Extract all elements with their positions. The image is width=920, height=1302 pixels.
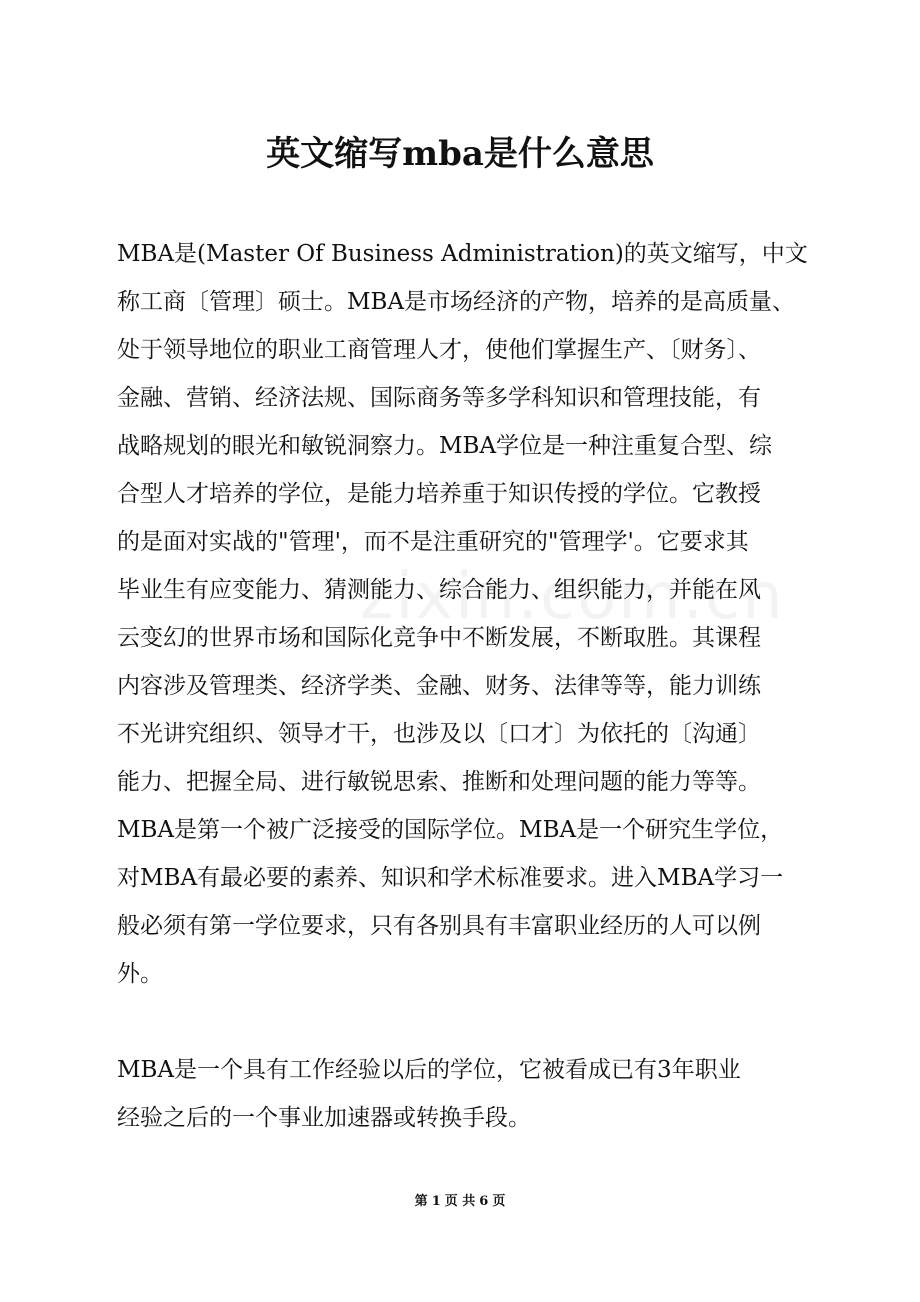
- page-footer: [0, 1190, 920, 1209]
- body-line-5: 战略规划的眼光和敏锐洞察力。MBA学位是一种注重复合型、综: [117, 433, 773, 459]
- footer-middle: 页 共: [444, 1194, 476, 1209]
- body-line-10: 内容涉及管理类、经济学类、金融、财务、法律等等，能力训练: [117, 673, 761, 699]
- body-line-12: 能力、把握全局、进行敏锐思索、推断和处理问题的能力等等。: [117, 769, 761, 795]
- body-line-3: 处于领导地位的职业工商管理人才，使他们掌握生产、〔财务〕、: [117, 337, 761, 363]
- footer-total-pages: 6: [479, 1194, 489, 1209]
- body-line-6: 合型人才培养的学位，是能力培养重于知识传授的学位。它教授: [117, 481, 761, 507]
- footer-suffix: 页: [492, 1194, 506, 1209]
- body-line-4: 金融、营销、经济法规、国际商务等多学科知识和管理技能，有: [117, 385, 761, 411]
- body-line-13: MBA是第一个被广泛接受的国际学位。MBA是一个研究生学位，: [117, 817, 784, 843]
- body-line-14: 对MBA有最必要的素养、知识和学术标准要求。进入MBA学习一: [117, 865, 784, 891]
- body-line-18: 经验之后的一个事业加速器或转换手段。: [117, 1105, 531, 1131]
- body-line-15: 般必须有第一学位要求，只有各别具有丰富职业经历的人可以例: [117, 913, 761, 939]
- footer-page-number: 1: [431, 1194, 441, 1209]
- body-line-17: MBA是一个具有工作经验以后的学位，它被看成已有3年职业: [117, 1057, 741, 1083]
- watermark: [360, 560, 785, 634]
- body-line-2: 称工商〔管理〕硕士。MBA是市场经济的产物，培养的是高质量、: [117, 289, 796, 315]
- body-line-7: 的是面对实战的"管理'，而不是注重研究的"管理学'。它要求其: [117, 529, 749, 555]
- body-line-16: 外。: [117, 961, 163, 987]
- body-line-1: MBA是(Master Of Business Administration)的英文缩写，中文: [117, 241, 808, 267]
- document-title: 英文缩写mba是什么意思: [266, 134, 654, 174]
- body-line-9: 云变幻的世界市场和国际化竞争中不断发展，不断取胜。其课程: [117, 625, 761, 651]
- footer-prefix: 第: [414, 1194, 428, 1209]
- body-line-11: 不光讲究组织、领导才干，也涉及以〔口才〕为依托的〔沟通〕: [117, 721, 761, 747]
- body-line-8: 毕业生有应变能力、猜测能力、综合能力、组织能力，并能在风: [117, 577, 761, 603]
